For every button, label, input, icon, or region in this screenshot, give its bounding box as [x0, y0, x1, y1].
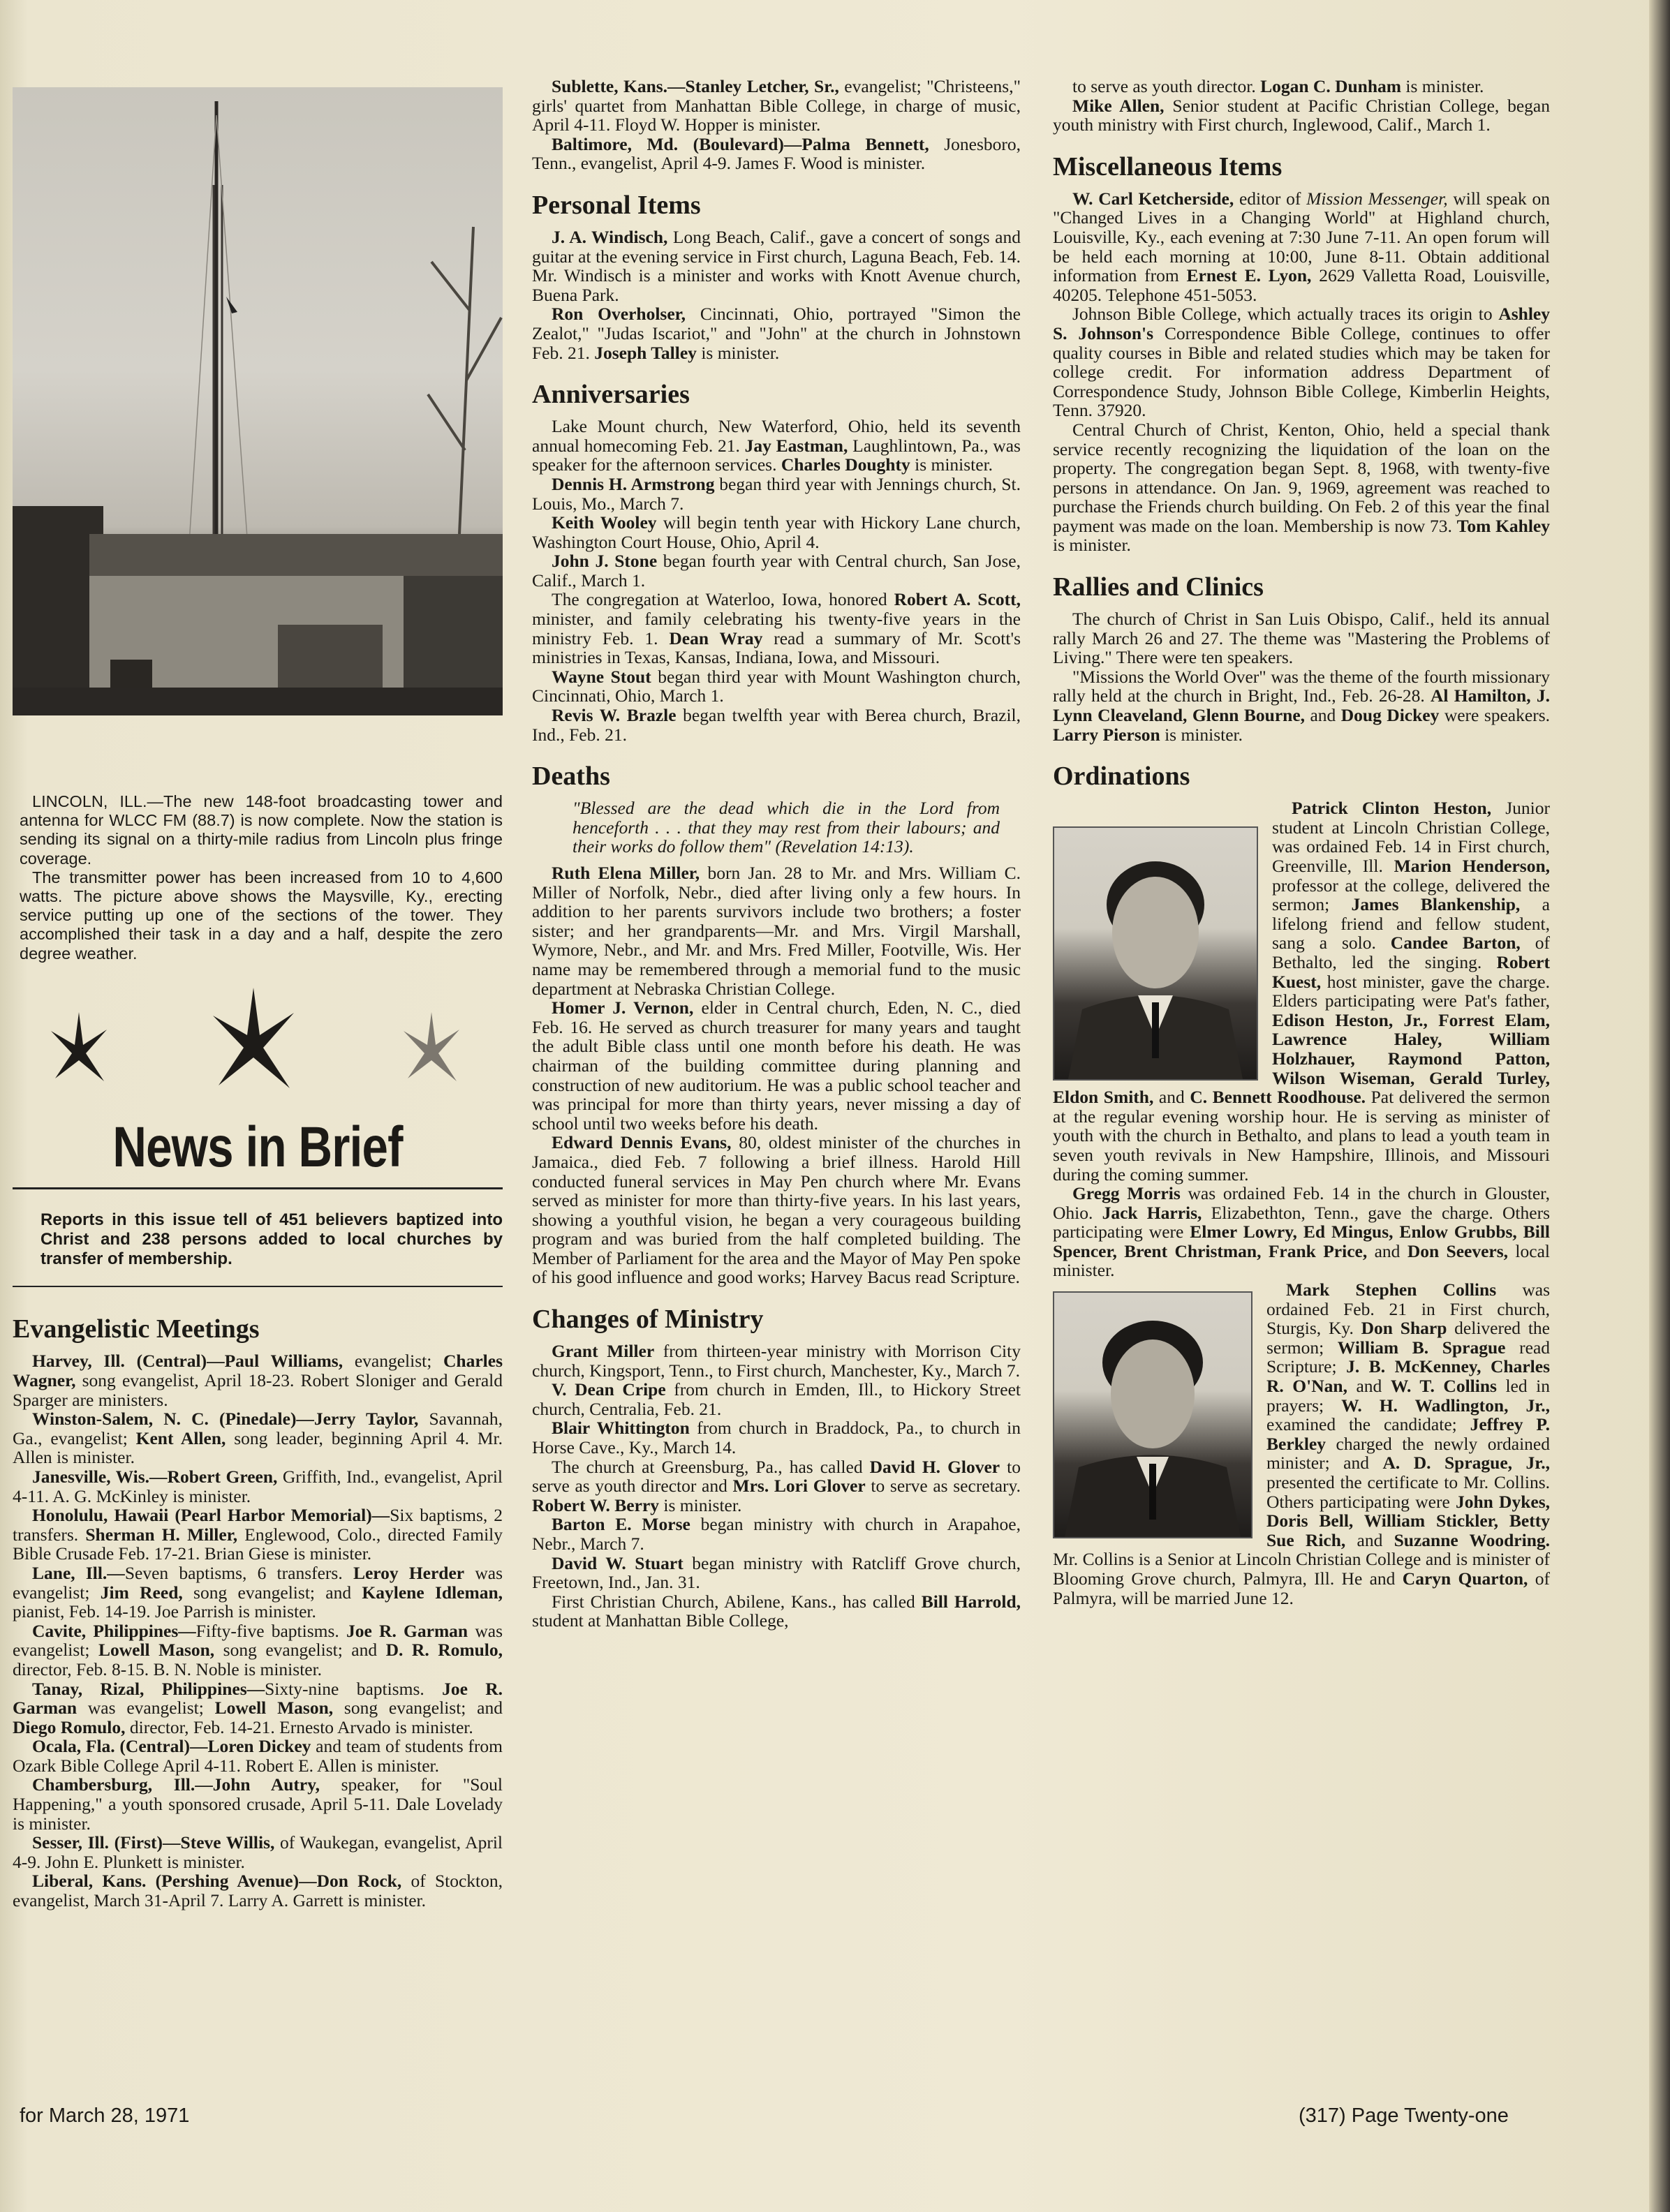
news-summary: Reports in this issue tell of 451 believers baptized into Christ and 238 persons added to local churches by transfer of membership. — [40, 1210, 503, 1269]
caption-paragraph: The transmitter power has been increased from 10 to 4,600 watts. The picture above shows the Maysville, Ky., erecting service putting up one of the sections of the tower. They accomplished their task in a day and a half, despite the zero degree weather. — [20, 868, 503, 963]
changes-continued — [1053, 77, 1550, 135]
column-1 — [13, 87, 503, 1910]
paragraph: Central Church of Christ, Kenton, Ohio, held a special thank service recently recognizing the liquidation of the loan on the property. The congregation began Sept. 8, 1968, with twenty-five persons in attendance. On Jan. 9, 1969, agreement was reached to purchase the Friends church building. On Feb. 2 of this year the final payment was made on the loan. Membership is now 73. Tom Kahley is minister. — [1053, 419, 1550, 556]
paragraph: First Christian Church, Abilene, Kans., has called Bill Harrold, student at Manhattan Bible College, — [532, 1591, 1021, 1631]
paragraph: Cavite, Philippines—Fifty-five baptisms. Joe R. Garman was evangelist; Lowell Mason, song evangelist; and D. R. Romulo, director, Feb. 8-15. B. N. Noble is minister. — [13, 1620, 503, 1679]
paragraph: Ruth Elena Miller, born Jan. 28 to Mr. and Mrs. William C. Miller of Norfolk, Nebr., died after living only a few hours. In addition to her parents survivors include two brothers; a foster sister; and her grandparents—Mr. and Mrs. Virgil Marshall, Wymore, Nebr., and Mr. and Mrs. Fred Miller, Footville, Wis. Her name may be remembered through a memorial fund to the music department at Nebraska Christian College. — [532, 863, 1021, 999]
paragraph: Sesser, Ill. (First)—Steve Willis, of Waukegan, evangelist, April 4-9. John E. Plunkett is minister. — [13, 1832, 503, 1872]
paragraph: Winston-Salem, N. C. (Pinedale)—Jerry Taylor, Savannah, Ga., evangelist; Kent Allen, song leader, beginning April 4. Mr. Allen is minister. — [13, 1409, 503, 1468]
deaths-list — [532, 863, 1021, 1287]
decorative-stars — [13, 984, 503, 1117]
portrait-photo-collins — [1053, 1291, 1252, 1538]
column-2 — [532, 77, 1021, 1631]
paragraph: The church of Christ in San Luis Obispo, Calif., held its annual rally March 26 and 27. The theme was "Mastering the Problems of Living." There were ten speakers. — [1053, 609, 1550, 668]
star-ornament-icon — [13, 984, 503, 1117]
paragraph: W. Carl Ketcherside, editor of Mission Messenger, will speak on "Changed Lives in a Changing World" at Highland church, Louisville, Ky., each evening at 7:30 June 7-11. An open forum will be held each morning at 10:00, June 8-11. Obtain additional information from Ernest E. Lyon, 2629 Valletta Road, Louisville, 40205. Telephone 451-5053. — [1053, 188, 1550, 305]
paragraph: Lane, Ill.—Seven baptisms, 6 transfers. Leroy Herder was evangelist; Jim Reed, song evangelist; and Kaylene Idleman, pianist, Feb. 14-19. Joe Parrish is minister. — [13, 1562, 503, 1622]
ordination-morris: Gregg Morris was ordained Feb. 14 in the church in Glouster, Ohio. Jack Harris, Elizabethton, Tenn., gave the charge. Others participating were Elmer Lowry, Ed Mingus, Enlow Grubbs, Bill Spencer, Brent Christman, Frank Price, and Don Seevers, local minister. — [1053, 1183, 1551, 1281]
page-edge-shadow — [1649, 0, 1670, 2212]
evangelistic-list — [13, 1351, 503, 1910]
scripture-quote: "Blessed are the dead which die in the Lord from henceforth . . . that they may rest from their labours; and their works do follow them" (Revelation 14:13). — [572, 798, 1000, 857]
caption-paragraph: LINCOLN, ILL.—The new 148-foot broadcasting tower and antenna for WLCC FM (88.7) is now complete. Now the station is sending its signal on a thirty-mile radius from Lincoln plus fringe coverage. — [20, 792, 503, 868]
paragraph: Revis W. Brazle began twelfth year with Berea church, Brazil, Ind., Feb. 21. — [532, 705, 1021, 745]
misc-items-list — [1053, 189, 1550, 555]
paragraph: to serve as youth director. Logan C. Dunham is minister. — [1072, 76, 1484, 96]
paragraph: Blair Whittington from church in Braddock, Pa., to church in Horse Cave., Ky., March 14. — [532, 1418, 1021, 1458]
paragraph: Mike Allen, Senior student at Pacific Christian College, began youth ministry with First church, Inglewood, Calif., March 1. — [1053, 95, 1550, 135]
paragraph: V. Dean Cripe from church in Emden, Ill., to Hickory Street church, Centralia, Feb. 21. — [532, 1379, 1021, 1419]
paragraph: The congregation at Waterloo, Iowa, honored Robert A. Scott, minister, and family celebrating his twenty-five years in the ministry Feb. 1. Dean Wray read a summary of Mr. Scott's ministries in Texas, Kansas, Indiana, Iowa, and Missouri. — [532, 589, 1021, 668]
paragraph: Wayne Stout began third year with Mount Washington church, Cincinnati, Ohio, March 1. — [532, 666, 1021, 706]
section-heading: Rallies and Clinics — [1053, 572, 1264, 602]
personal-items-list — [532, 228, 1021, 362]
paragraph: Janesville, Wis.—Robert Green, Griffith, Ind., evangelist, April 4-11. A. G. McKinley is minister. — [13, 1466, 503, 1506]
news-in-brief-title: News in Brief — [112, 1115, 403, 1179]
portrait-illustration — [1054, 828, 1257, 1079]
paragraph: Barton E. Morse began ministry with church in Arapahoe, Nebr., March 7. — [532, 1514, 1021, 1554]
paragraph: Honolulu, Hawaii (Pearl Harbor Memorial)—Six baptisms, 2 transfers. Sherman H. Miller, Englewood, Colo., directed Family Bible Crusade Feb. 17-21. Brian Giese is minister. — [13, 1505, 503, 1564]
divider — [13, 1286, 503, 1287]
paragraph: J. A. Windisch, Long Beach, Calif., gave a concert of songs and guitar at the evening service in First church, Laguna Beach, Feb. 14. Mr. Windisch is a minister and works with Knott Avenue church, Buena Park. — [532, 226, 1021, 305]
section-heading: Anniversaries — [532, 380, 690, 410]
divider — [13, 1187, 503, 1189]
column-3 — [1053, 77, 1550, 1608]
rallies-list — [1053, 609, 1550, 744]
changes-list — [532, 1342, 1021, 1631]
paragraph: Baltimore, Md. (Boulevard)—Palma Bennett, Jonesboro, Tenn., evangelist, April 4-9. James F. Wood is minister. — [532, 133, 1021, 174]
portrait-photo-heston — [1053, 826, 1258, 1081]
radio-tower-photo — [13, 87, 503, 715]
paragraph: David W. Stuart began ministry with Ratcliff Grove church, Freetown, Ind., Jan. 31. — [532, 1552, 1021, 1593]
radio-tower-illustration — [13, 87, 503, 715]
anniversaries-list — [532, 417, 1021, 744]
section-heading: Personal Items — [532, 190, 701, 220]
paragraph: Harvey, Ill. (Central)—Paul Williams, evangelist; Charles Wagner, song evangelist, April 18-23. Robert Sloniger and Gerald Sparger are ministers. — [13, 1351, 503, 1410]
photo-caption — [13, 792, 503, 963]
paragraph: The church at Greensburg, Pa., has called David H. Glover to serve as youth director and Mrs. Lori Glover to serve as secretary. Robert W. Berry is minister. — [532, 1456, 1021, 1515]
footer-date: for March 28, 1971 — [20, 2105, 190, 2127]
section-heading: Deaths — [532, 762, 610, 792]
paragraph: Johnson Bible College, which actually traces its origin to Ashley S. Johnson's Correspondence Bible College, continues to offer quality courses in Bible and related studies which may be taken for college credit. For information address Department of Correspondence Study, Johnson Bible College, Kimberlin Heights, Tenn. 37920. — [1053, 304, 1550, 421]
section-heading: Ordinations — [1053, 762, 1190, 792]
paragraph: Tanay, Rizal, Philippines—Sixty-nine baptisms. Joe R. Garman was evangelist; Lowell Mason, song evangelist; and Diego Romulo, director, Feb. 14-21. Ernesto Arvado is minister. — [13, 1678, 503, 1737]
paragraph: Homer J. Vernon, elder in Central church, Eden, N. C., died Feb. 16. He served as church treasurer for many years and taught the adult Bible class until one month before his death. He was chairman of the building committee during planning and construction of new auditorium. He was a public school teacher and was principal for more than thirty years, never missing a day of school until two weeks before his death. — [532, 997, 1021, 1134]
paragraph: Ron Overholser, Cincinnati, Ohio, portrayed "Simon the Zealot," "Judas Iscariot," and "John" at the church in Johnstown Feb. 21. Joseph Talley is minister. — [532, 304, 1021, 363]
paragraph: Sublette, Kans.—Stanley Letcher, Sr., evangelist; "Christeens," girls' quartet from Manhattan Bible College, in charge of music, April 4-11. Floyd W. Hopper is minister. — [532, 76, 1021, 135]
portrait-illustration — [1054, 1293, 1251, 1537]
footer-page-number: (317) Page Twenty-one — [1299, 2105, 1509, 2127]
paragraph: Edward Dennis Evans, 80, oldest minister of the churches in Jamaica., died Feb. 7 following a brief illness. Harold Hill conducted funeral services in May Pen church where Mr. Evans served as minister for more than thirty-five years. In his last years, showing a youthful vision, he began a very courageous building program and was buried from the half completed building. The Member of Parliament for the area and the Mayor of May Pen spoke of his good influence and good works; Harvey Bacus read Scripture. — [532, 1132, 1021, 1288]
evangelistic-continued — [532, 77, 1021, 173]
section-heading: Changes of Ministry — [532, 1305, 764, 1335]
paragraph: Keith Wooley will begin tenth year with Hickory Lane church, Washington Court House, Ohio, April 4. — [532, 512, 1021, 552]
paragraph: Grant Miller from thirteen-year ministry with Morrison City church, Kingsport, Tenn., to First church, Manchester, Ky., March 7. — [532, 1341, 1021, 1381]
section-heading: Miscellaneous Items — [1053, 151, 1283, 181]
paragraph: Dennis H. Armstrong began third year with Jennings church, St. Louis, Mo., March 7. — [532, 473, 1021, 514]
ordination-collins: Mark Stephen Collins was ordained Feb. 21 in First church, Sturgis, Ky. Don Sharp delivered the sermon; William B. Sprague read Scripture; J. B. McKenney, Charles R. O'Nan, and W. T. Collins led in prayers; W. H. Wadlington, Jr., examined the candidate; Jeffrey P. Berkley charged the newly ordained minister; and A. D. Sprague, Jr., presented the certificate to Mr. Collins. Others participating were John Dykes, Doris Bell, William Stickler, Betty Sue Rich, and Suzanne Woodring. Mr. Collins is a Senior at Lincoln Christian College and is minister of Blooming Grove church, Palmyra, Ill. He and Caryn Quarton, of Palmyra, will be married June 12. — [1053, 1279, 1551, 1608]
paragraph: John J. Stone began fourth year with Central church, San Jose, Calif., March 1. — [532, 551, 1021, 591]
paragraph: Lake Mount church, New Waterford, Ohio, held its seventh annual homecoming Feb. 21. Jay Eastman, Laughlintown, Pa., was speaker for the afternoon services. Charles Doughty is minister. — [532, 416, 1021, 475]
paragraph: "Missions the World Over" was the theme of the fourth missionary rally held at the church in Bright, Ind., Feb. 26-28. Al Hamilton, J. Lynn Cleaveland, Glenn Bourne, and Doug Dickey were speakers. Larry Pierson is minister. — [1053, 666, 1551, 745]
paragraph: Liberal, Kans. (Pershing Avenue)—Don Rock, of Stockton, evangelist, March 31-April 7. Larry A. Garrett is minister. — [13, 1871, 503, 1911]
paragraph: Chambersburg, Ill.—John Autry, speaker, for "Soul Happening," a youth sponsored crusade, April 5-11. Dale Lovelady is minister. — [13, 1774, 503, 1834]
ordination-heston: Patrick Clinton Heston, Junior student at Lincoln Christian College, was ordained Feb. 14 in First church, Greenville, Ill. Marion Henderson, professor at the college, delivered the sermon; James Blankenship, a lifelong friend and fellow student, sang a solo. Candee Barton, of Bethalto, led the singing. Robert Kuest, host minister, gave the charge. Elders participating were Pat's father, Edison Heston, Jr., Forrest Elam, Lawrence Haley, William Holzhauer, Raymond Patton, Wilson Wiseman, Gerald Turley, Eldon Smith, and C. Bennett Roodhouse. Pat delivered the sermon at the regular evening worship hour. He is serving as minister of youth with the church in Bethalto, and plans to lead a youth team in seven youth revivals in New Hampshire, Illinois, and Missouri during the coming summer. — [1053, 798, 1551, 1185]
section-heading: Evangelistic Meetings — [13, 1314, 260, 1344]
paragraph: Ocala, Fla. (Central)—Loren Dickey and team of students from Ozark Bible College April 4-11. Robert E. Allen is minister. — [13, 1736, 503, 1776]
